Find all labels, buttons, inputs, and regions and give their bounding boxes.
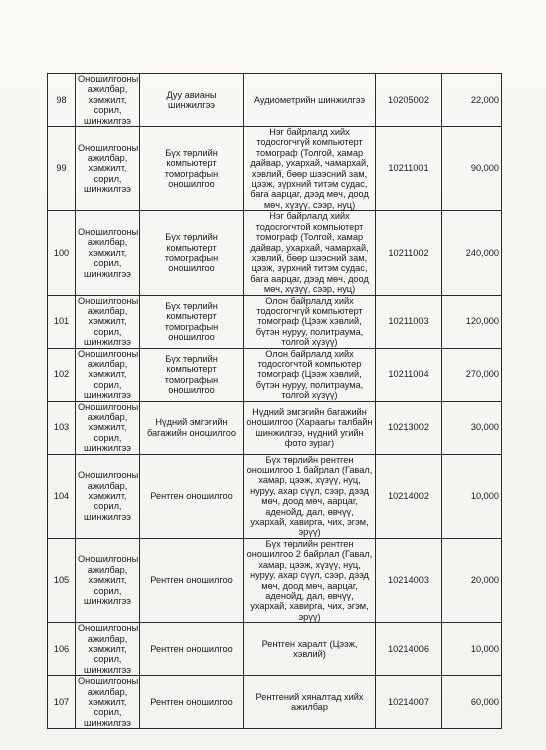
row-code: 10213002 [376,401,442,454]
row-category: Оношилгооны ажилбар, хэмжилт, сорил, шинжилгээ [76,676,140,729]
row-subcategory: Рентген оношилгоо [140,454,244,538]
row-category: Оношилгооны ажилбар, хэмжилт, сорил, шинжилгээ [76,454,140,538]
row-price: 60,000 [442,676,502,729]
row-code: 10214003 [376,538,442,622]
row-description: Нэг байрлалд хийх тодосгогчтой компьютерт томограф (Толгой, хамар дайвар, ухархай, чамархай, хэвлий, бөөр шээсний зам, цээж, зүрхний титэм судас, бага аарцаг, дээд мөч, доод мөч, хүзүү, сээр, нуц) [244,211,376,295]
row-subcategory: Бүх төрлийн компьютерт томографын оношилгоо [140,295,244,348]
row-number: 101 [48,295,76,348]
row-subcategory: Нүдний эмгэгийн багажийн оношилгоо [140,401,244,454]
row-category: Оношилгооны ажилбар, хэмжилт, сорил, шинжилгээ [76,538,140,622]
row-number: 107 [48,676,76,729]
row-number: 103 [48,401,76,454]
row-code: 10205002 [376,74,442,127]
row-subcategory: Бүх төрлийн компьютерт томографын оношилгоо [140,348,244,401]
row-number: 102 [48,348,76,401]
table-row [48,74,502,127]
row-description: Олон байрлалд хийх тодосгогчтой компьютер томограф (Цээж хэвлий, бүтэн нуруу, политраума, толгой хүзүү) [244,348,376,401]
row-price: 90,000 [442,127,502,211]
row-price: 10,000 [442,454,502,538]
row-description: Нүдний эмгэгийн багажийн оношилгоо (Хараагы талбайн шинжилгээ, нүдний угийн фото зураг) [244,401,376,454]
table-row [48,623,502,676]
row-description: Аудиометрийн шинжилгээ [244,74,376,127]
table-row [48,211,502,295]
row-category: Оношилгооны ажилбар, хэмжилт, сорил, шинжилгээ [76,401,140,454]
row-code: 10211003 [376,295,442,348]
row-price: 10,000 [442,623,502,676]
table-row [48,454,502,538]
row-description: Бүх төрлийн рентген оношилгоо 1 байрлал (Гавал, хамар, цээж, хүзүү, нуц, нуруу, ахар сүүл, сээр, дээд мөч, доод мөч, аарцаг, аденойд, дал, өвчүү, ухархай, хавирга, чих, эгэм, эрүү) [244,454,376,538]
row-number: 99 [48,127,76,211]
row-category: Оношилгооны ажилбар, хэмжилт, сорил, шинжилгээ [76,348,140,401]
table-row [48,401,502,454]
row-price: 240,000 [442,211,502,295]
row-number: 98 [48,74,76,127]
row-code: 10211004 [376,348,442,401]
row-code: 10214002 [376,454,442,538]
row-category: Оношилгооны ажилбар, хэмжилт, сорил, шинжилгээ [76,74,140,127]
row-category: Оношилгооны ажилбар, хэмжилт, сорил, шинжилгээ [76,295,140,348]
row-price: 22,000 [442,74,502,127]
row-price: 270,000 [442,348,502,401]
row-number: 106 [48,623,76,676]
row-subcategory: Бүх төрлийн компьютерт томографын оношилгоо [140,127,244,211]
row-description: Нэг байрлалд хийх тодосгогчгүй компьютерт томограф (Толгой, хамар дайвар, ухархай, чамархай, хэвлий, бөөр шээсний зам, цээж, зүрхний титэм судас, бага аарцаг, дээд мөч, доод мөч, хүзүү, сээр, нуц) [244,127,376,211]
table-row [48,295,502,348]
row-description: Рентгений хяналтад хийх ажилбар [244,676,376,729]
row-category: Оношилгооны ажилбар, хэмжилт, сорил, шинжилгээ [76,623,140,676]
table-row [48,676,502,729]
row-code: 10211002 [376,211,442,295]
row-price: 20,000 [442,538,502,622]
row-price: 30,000 [442,401,502,454]
row-subcategory: Рентген оношилгоо [140,623,244,676]
price-table [47,73,502,729]
row-category: Оношилгооны ажилбар, хэмжилт, сорил, шинжилгээ [76,127,140,211]
row-code: 10211001 [376,127,442,211]
row-number: 104 [48,454,76,538]
row-code: 10214006 [376,623,442,676]
row-subcategory: Рентген оношилгоо [140,676,244,729]
row-code: 10214007 [376,676,442,729]
row-number: 100 [48,211,76,295]
row-number: 105 [48,538,76,622]
table-row [48,127,502,211]
table-row [48,538,502,622]
row-description: Бүх төрлийн рентген оношилгоо 2 байрлал (Гавал, хамар, цээж, хүзүү, нуц, нуруу, ахар сүүл, сээр, дээд мөч, доод мөч, аарцаг, аденойд, дал, өвчүү, ухархай, хавирга, чих, эгэм, эрүү) [244,538,376,622]
table-row [48,348,502,401]
row-subcategory: Рентген оношилгоо [140,538,244,622]
row-price: 120,000 [442,295,502,348]
row-description: Олон байрлалд хийх тодосгогчгүй компьютерт томограф (Цээж хэвлий, бүтэн нуруу, политраума, толгой хүзүү) [244,295,376,348]
row-description: Рентген харалт (Цээж, хэвлий) [244,623,376,676]
row-subcategory: Дуу авианы шинжилгээ [140,74,244,127]
row-subcategory: Бүх төрлийн компьютерт томографын оношилгоо [140,211,244,295]
row-category: Оношилгооны ажилбар, хэмжилт, сорил, шинжилгээ [76,211,140,295]
